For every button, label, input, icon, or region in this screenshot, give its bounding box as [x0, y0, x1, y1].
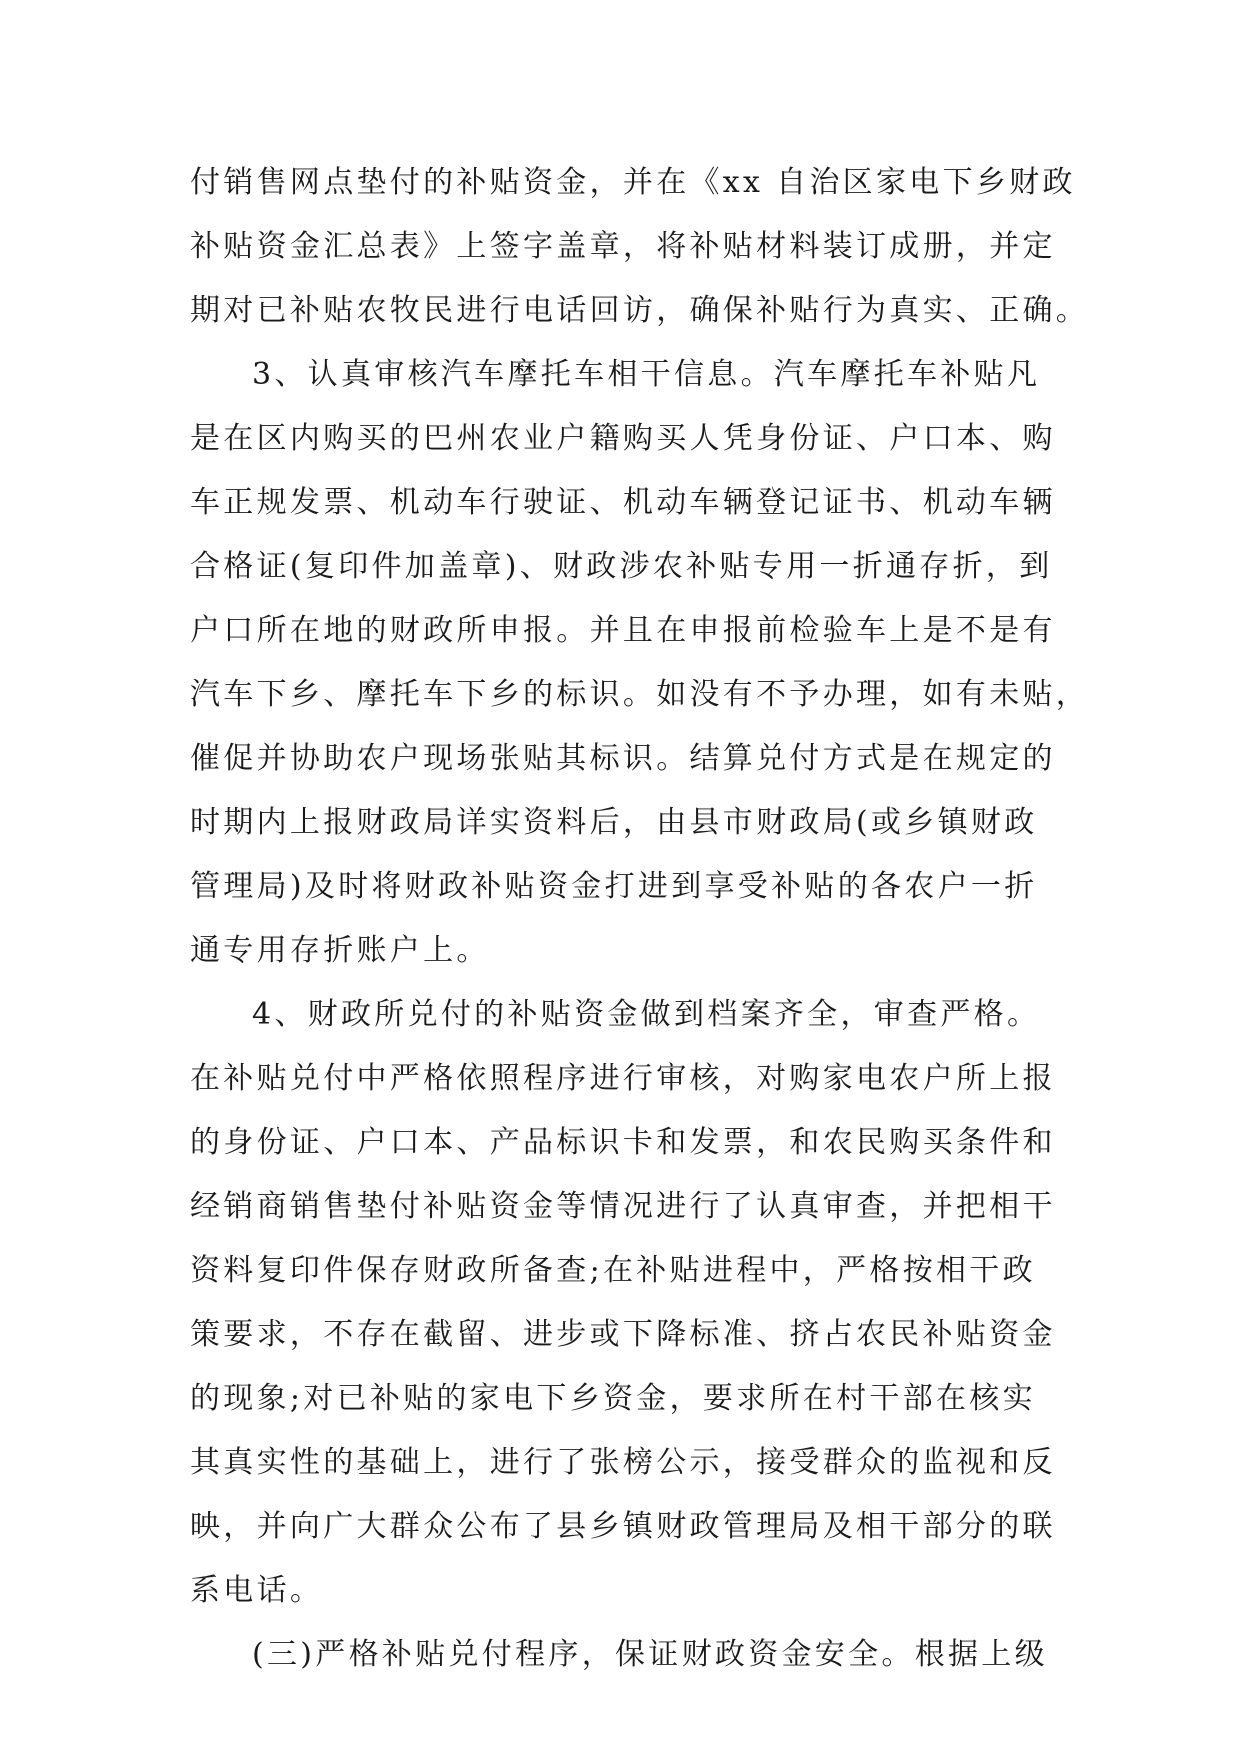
- text-line: 催促并协助农户现场张贴其标识。结算兑付方式是在规定的: [190, 741, 1056, 776]
- text-line: 资料复印件保存财政所备查;在补贴进程中，严格按相干政: [190, 1253, 1036, 1288]
- text-line: 汽车下乡、摩托车下乡的标识。如没有不予办理，如有未贴，: [190, 677, 1090, 712]
- text-line: 映，并向广大群众公布了县乡镇财政管理局及相干部分的联: [190, 1509, 1056, 1544]
- text-line: 期对已补贴农牧民进行电话回访，确保补贴行为真实、正确。: [190, 293, 1090, 328]
- text-line: 其真实性的基础上，进行了张榜公示，接受群众的监视和反: [190, 1445, 1056, 1480]
- text-line: 付销售网点垫付的补贴资金，并在《xx 自治区家电下乡财政: [190, 165, 1076, 200]
- text-line: 车正规发票、机动车行驶证、机动车辆登记证书、机动车辆: [190, 485, 1056, 520]
- text-line: 策要求，不存在截留、进步或下降标准、挤占农民补贴资金: [190, 1317, 1056, 1352]
- text-line: 的现象;对已补贴的家电下乡资金，要求所在村干部在核实: [190, 1381, 1036, 1416]
- text-line: 是在区内购买的巴州农业户籍购买人凭身份证、户口本、购: [190, 421, 1056, 456]
- text-line: 户口所在地的财政所申报。并且在申报前检验车上是不是有: [190, 613, 1056, 648]
- text-line: 系电话。: [190, 1573, 324, 1608]
- text-line: 通专用存折账户上。: [190, 933, 490, 968]
- text-line: 在补贴兑付中严格依照程序进行审核，对购家电农户所上报: [190, 1061, 1056, 1096]
- body-text: [190, 151, 1090, 1687]
- paragraph-start-line: 3、认真审核汽车摩托车相干信息。汽车摩托车补贴凡: [252, 357, 1041, 392]
- text-line: 的身份证、户口本、产品标识卡和发票，和农民购买条件和: [190, 1125, 1056, 1160]
- paragraph-start-line: 4、财政所兑付的补贴资金做到档案齐全，审查严格。: [252, 997, 1041, 1032]
- text-line: 补贴资金汇总表》上签字盖章，将补贴材料装订成册，并定: [190, 229, 1056, 264]
- text-line: 合格证(复印件加盖章)、财政涉农补贴专用一折通存折，到: [190, 549, 1053, 584]
- text-line: 管理局)及时将财政补贴资金打进到享受补贴的各农户一折: [190, 869, 1038, 904]
- paragraph-start-line: (三)严格补贴兑付程序，保证财政资金安全。根据上级: [252, 1637, 1048, 1672]
- text-line: 时期内上报财政局详实资料后，由县市财政局(或乡镇财政: [190, 805, 1038, 840]
- text-line: 经销商销售垫付补贴资金等情况进行了认真审查，并把相干: [190, 1189, 1056, 1224]
